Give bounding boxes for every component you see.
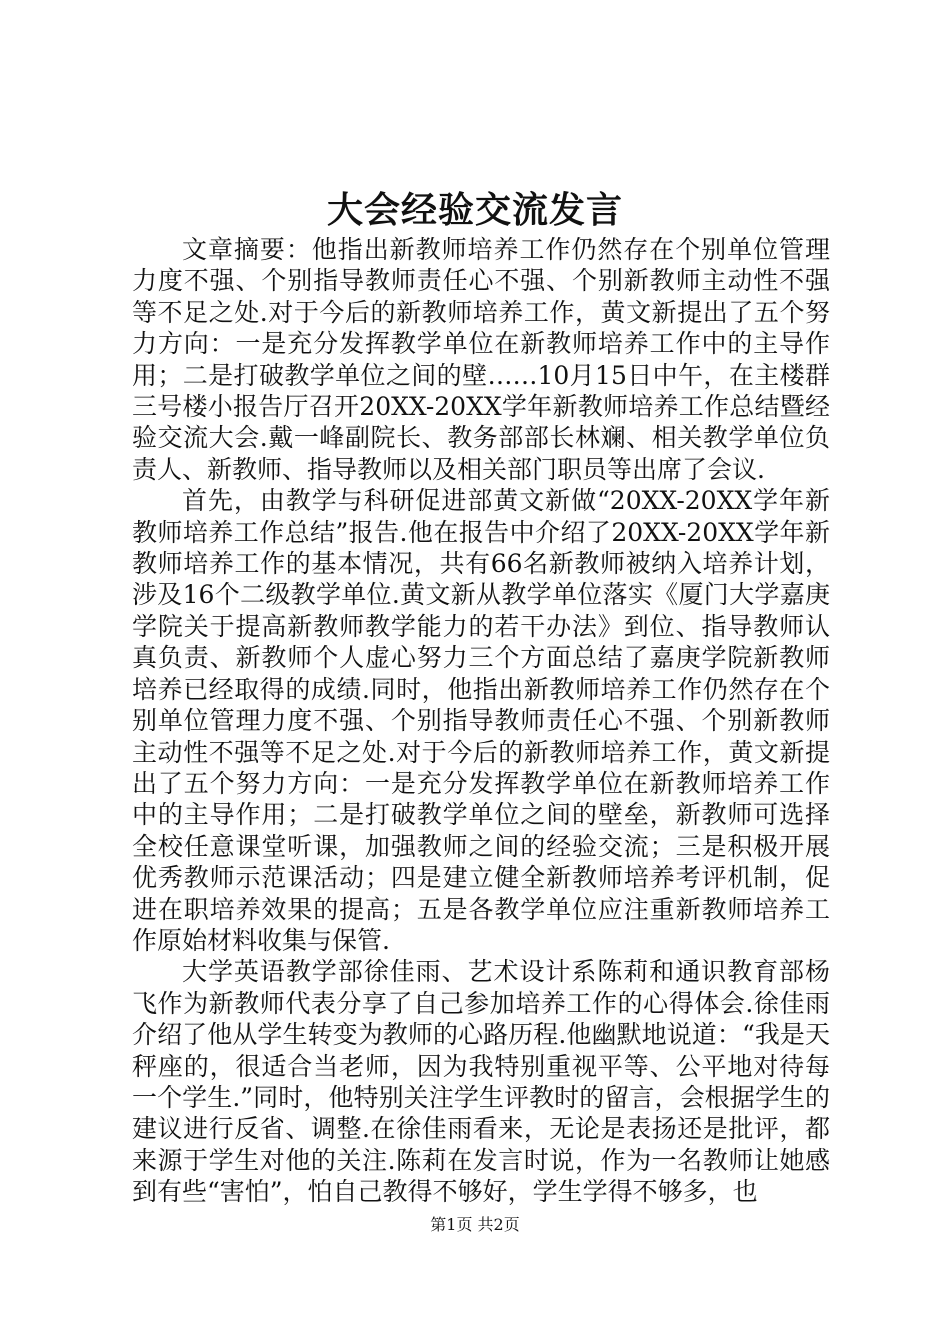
page-number-footer: 第1页 共2页 — [430, 1215, 520, 1234]
document-title: 大会经验交流发言 — [326, 189, 623, 231]
paragraph-report: 首先，由教学与科研促进部黄文新做“20XX-20XX学年新教师培养工作总结”报告.他在报告中介绍了20XX-20XX学年新教师培养工作的基本情况，共有66名新教师被纳入培养计划，涉及16个二级教学单位.黄文新从教学单位落实《厦门大学嘉庚学院关于提高新教师教学能力的若干办法》到位、指导教师认真负责、新教师个人虚心努力三个方面总结了嘉庚学院新教师培养已经取得的成绩.同时，他指出新教师培养工作仍然存在个别单位管理力度不强、个别指导教师责任心不强、个别新教师主动性不强等不足之处.对于今后的新教师培养工作，黄文新提出了五个努力方向：一是充分发挥教学单位在新教师培养工作中的主导作用；二是打破教学单位之间的壁垒，新教师可选择全校任意课堂听课，加强教师之间的经验交流；三是积极开展优秀教师示范课活动；四是建立健全新教师培养考评机制，促进在职培养效果的提高；五是各教学单位应注重新教师培养工作原始材料收集与保管. — [132, 486, 830, 955]
document-body — [132, 234, 830, 1208]
paragraph-representatives: 大学英语教学部徐佳雨、艺术设计系陈莉和通识教育部杨飞作为新教师代表分享了自己参加培养工作的心得体会.徐佳雨介绍了他从学生转变为教师的心路历程.他幽默地说道：“我是天秤座的，很适合当老师，因为我特别重视平等、公平地对待每一个学生.”同时，他特别关注学生评教时的留言，会根据学生的建议进行反省、调整.在徐佳雨看来，无论是表扬还是批评，都来源于学生对他的关注.陈莉在发言时说，作为一名教师让她感到有些“害怕”，怕自己教得不够好，学生学得不够多，也 — [132, 957, 830, 1207]
paragraph-abstract: 文章摘要：他指出新教师培养工作仍然存在个别单位管理力度不强、个别指导教师责任心不强、个别新教师主动性不强等不足之处.对于今后的新教师培养工作，黄文新提出了五个努力方向：一是充分发挥教学单位在新教师培养工作中的主导作用；二是打破教学单位之间的壁……10月15日中午，在主楼群三号楼小报告厅召开20XX-20XX学年新教师培养工作总结暨经验交流大会.戴一峰副院长、教务部部长林斓、相关教学单位负责人、新教师、指导教师以及相关部门职员等出席了会议. — [132, 235, 830, 484]
